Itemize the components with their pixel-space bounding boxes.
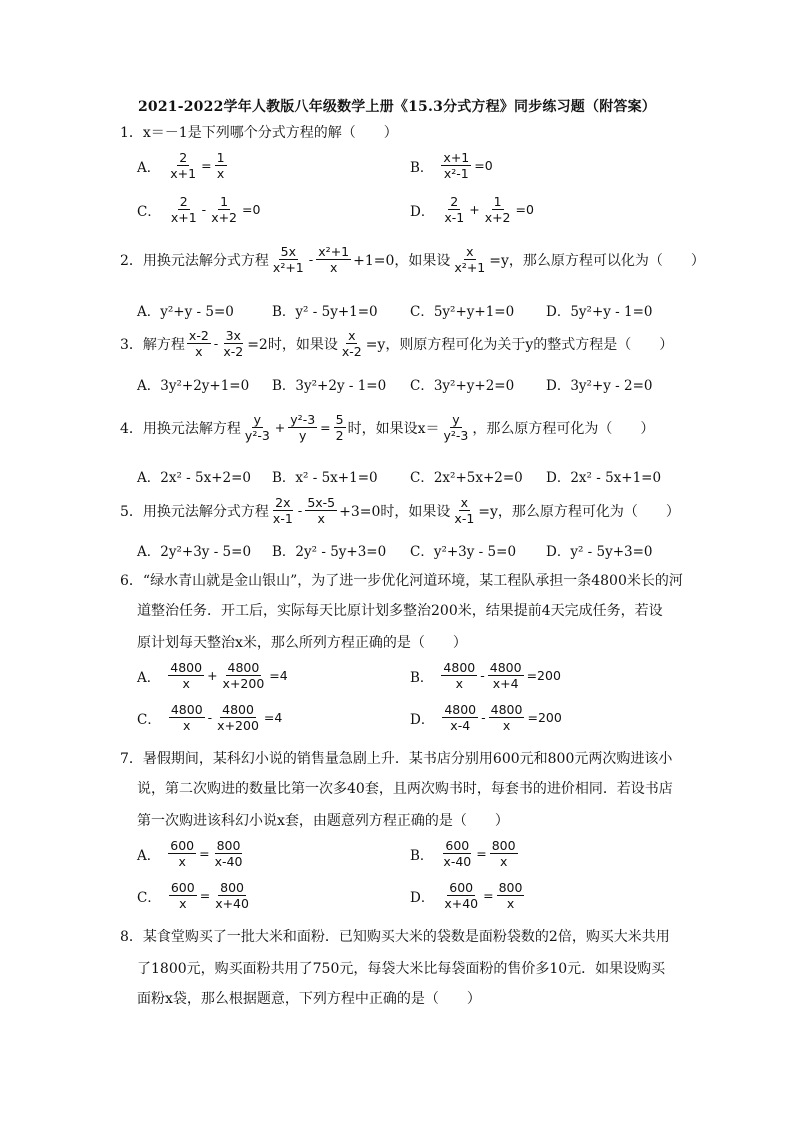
fraction: $\frac{1}{x+2}$ [211,194,238,225]
fraction: $\frac{4800}{x+200}$ [222,660,265,691]
q1-option-a: A． $\frac{2}{x+1}$ = $\frac{1}{x}$ [137,150,225,181]
question-3-stem: 3．解方程 $\frac{x-2}{x}$ - $\frac{3x}{x-2}$ =2时，如果设 $\frac{x}{x-2}$ =y，则原方程可化为关于y的整式方程是（ ） [120,328,674,359]
q5-option-b: B．2y² - 5y+3=0 [272,544,387,560]
fraction: $\frac{4800}{x}$ [443,660,476,691]
q3-option-a: A．3y²+2y+1=0 [137,378,250,394]
fraction: $\frac{\text{y²-3}}{y}$ [290,412,316,443]
q5-option-c: C．y²+3y - 5=0 [410,544,517,560]
fraction: $\frac{800}{x}$ [491,838,516,869]
question-8-line-1: 8．某食堂购买了一批大米和面粉．已知购买大米的袋数是面粉袋数的2倍，购买大米共用 [120,929,670,945]
q6-option-b: B． $\frac{4800}{x}$ - $\frac{4800}{x+4}$ =200 [410,660,561,691]
q3-option-d: D．3y²+y - 2=0 [546,378,653,394]
fraction: $\frac{2x}{x-1}$ [272,495,293,526]
fraction: $\frac{600}{x+40}$ [444,880,479,911]
q4-option-b: B．x² - 5x+1=0 [272,470,378,486]
fraction: $\frac{1}{x}$ [216,150,225,181]
fraction: $\frac{2}{x-1}$ [444,194,465,225]
fraction: $\frac{600}{x}$ [170,880,195,911]
q5-option-d: D．y² - 5y+3=0 [546,544,653,560]
fraction: $\frac{3x}{x-2}$ [223,328,244,359]
q4-option-d: D．2x² - 5x+1=0 [546,470,662,486]
fraction: $\frac{y}{\text{y²-3}}$ [443,412,469,443]
question-7-line-3: 第一次购进该科幻小说x套，由题意列方程正确的是（ ） [137,813,509,829]
q6-option-a: A． $\frac{4800}{x}$ + $\frac{4800}{x+200}$ =4 [137,660,288,691]
fraction: $\frac{800}{x}$ [498,880,523,911]
fraction: $\frac{2}{x+1}$ [170,150,197,181]
fraction: $\frac{4800}{x+4}$ [489,660,522,691]
question-6-line-2: 道整治任务．开工后，实际每天比原计划多整治200米，结果提前4天完成任务，若设 [137,603,663,619]
q2-option-d: D．5y²+y - 1=0 [546,304,653,320]
q4-option-a: A．2x² - 5x+2=0 [137,470,252,486]
fraction: $\frac{800}{x+40}$ [215,880,249,911]
question-7-line-2: 说，第二次购进的数量比第一次多40套，且两次购书时，每套书的进价相同．若设书店 [137,781,673,797]
q3-option-c: C．3y²+y+2=0 [410,378,515,394]
q7-option-b: B． $\frac{600}{x-40}$ = $\frac{800}{x}$ [410,838,516,869]
fraction: $\frac{1}{x+2}$ [484,194,511,225]
question-2-stem: 2．用换元法解分式方程 $\frac{5x}{\text{x²+1}}$ - $\frac{\text{x²+1}}{x}$ +1=0，如果设 $\frac{x}{\text{x²+1}}$ =y，那么原方程可以化为（ ） [120,244,705,275]
page-title: 2021-2022学年人教版八年级数学上册《15.3分式方程》同步练习题（附答案） [137,99,657,115]
q2-option-b: B．y² - 5y+1=0 [272,304,378,320]
fraction: $\frac{4800}{x+200}$ [217,702,259,733]
question-8-line-2: 了1800元，购买面粉共用了750元，每袋大米比每袋面粉的售价多10元．如果设购买 [137,961,666,977]
fraction: $\frac{5}{2}$ [335,412,344,443]
fraction: $\frac{600}{x}$ [170,838,195,869]
fraction: $\frac{5x}{\text{x²+1}}$ [272,244,304,275]
q2-option-a: A．y²+y - 5=0 [137,304,234,320]
fraction: $\frac{4800}{x}$ [170,660,203,691]
q1-option-c: C． $\frac{2}{x+1}$ - $\frac{1}{x+2}$ =0 [137,194,261,225]
q6-option-c: C． $\frac{4800}{x}$ - $\frac{4800}{x+200}$ =4 [137,702,283,733]
fraction: $\frac{y}{\text{y²-3}}$ [244,412,270,443]
question-4-stem: 4．用换元法解方程 $\frac{y}{\text{y²-3}}$ + $\frac{\text{y²-3}}{y}$ = $\frac{5}{2}$ 时，如果设x＝ $\frac{y}{\text{y²-3}}$ ，那么原方程可化为（ ） [120,412,655,443]
q7-option-c: C． $\frac{600}{x}$ = $\frac{800}{x+40}$ [137,880,249,911]
fraction: $\frac{4800}{x}$ [170,702,203,733]
fraction: $\frac{5x-5}{x}$ [307,495,336,526]
fraction: $\frac{x-2}{x}$ [188,328,209,359]
fraction: $\frac{4800}{x}$ [490,702,523,733]
q4-option-c: C．2x²+5x+2=0 [410,470,523,486]
q3-option-b: B．3y²+2y - 1=0 [272,378,387,394]
question-6-line-3: 原计划每天整治x米，那么所列方程正确的是（ ） [137,635,467,651]
q2-option-c: C．5y²+y+1=0 [410,304,515,320]
fraction: $\frac{2}{x+1}$ [170,194,197,225]
fraction: $\frac{x}{\text{x²+1}}$ [454,244,486,275]
question-1-stem: 1．x＝－1是下列哪个分式方程的解（ ） [120,125,398,141]
fraction: $\frac{x}{x-1}$ [454,495,475,526]
question-5-stem: 5．用换元法解分式方程 $\frac{2x}{x-1}$ - $\frac{5x-5}{x}$ +3=0时，如果设 $\frac{x}{x-1}$ =y，那么原方程可化为（ ） [120,495,680,526]
q6-option-d: D． $\frac{4800}{x-4}$ - $\frac{4800}{x}$ =200 [410,702,562,733]
fraction: $\frac{800}{x-40}$ [214,838,243,869]
fraction: $\frac{\text{x²+1}}{x}$ [318,244,350,275]
q7-option-d: D． $\frac{600}{x+40}$ = $\frac{800}{x}$ [410,880,523,911]
question-7-line-1: 7．暑假期间，某科幻小说的销售量急剧上升．某书店分别用600元和800元两次购进该小 [120,751,673,767]
fraction: $\frac{x+1}{\text{x²-1}}$ [443,150,470,181]
fraction: $\frac{x}{x-2}$ [341,328,362,359]
q1-option-b: B． $\frac{x+1}{\text{x²-1}}$ =0 [410,150,493,181]
fraction: $\frac{600}{x-40}$ [443,838,472,869]
q7-option-a: A． $\frac{600}{x}$ = $\frac{800}{x-40}$ [137,838,243,869]
q5-option-a: A．2y²+3y - 5=0 [137,544,252,560]
question-6-line-1: 6．“绿水青山就是金山银山”，为了进一步优化河道环境，某工程队承担一条4800米长的河 [120,573,683,589]
q1-option-d: D． $\frac{2}{x-1}$ + $\frac{1}{x+2}$ =0 [410,194,534,225]
fraction: $\frac{4800}{x-4}$ [444,702,477,733]
question-8-line-3: 面粉x袋，那么根据题意，下列方程中正确的是（ ） [137,991,481,1007]
